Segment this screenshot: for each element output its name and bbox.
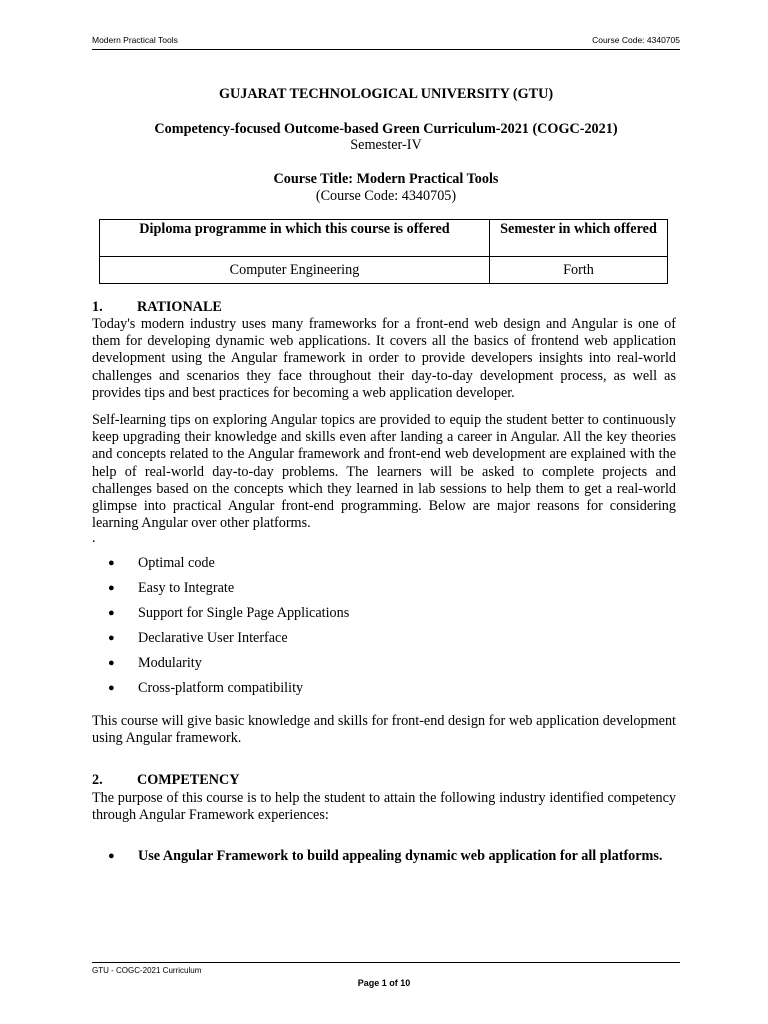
page-header: [92, 35, 680, 50]
list-item: ● Easy to Integrate: [108, 580, 349, 605]
section-number: 1.: [92, 299, 103, 315]
table-header-row: [100, 220, 668, 257]
header-course-name: Modern Practical Tools: [92, 35, 178, 45]
semester-label: Semester-IV: [350, 137, 422, 153]
table-cell-programme: Computer Engineering: [100, 257, 490, 284]
list-item: ● Support for Single Page Applications: [108, 605, 349, 630]
footer-curriculum: GTU - COGC-2021 Curriculum: [92, 966, 202, 975]
list-item: ● Declarative User Interface: [108, 630, 349, 655]
page-number: Page 1 of 10: [357, 978, 411, 988]
curriculum-title: Competency-focused Outcome-based Green Curriculum-2021 (COGC-2021): [154, 121, 618, 137]
table-header-semester: Semester in which offered: [490, 220, 668, 257]
section-number: 2.: [92, 772, 103, 788]
competency-paragraph: The purpose of this course is to help the student to attain the following industry identified competency through Angular Framework experiences:: [92, 790, 676, 824]
rationale-paragraph-3: This course will give basic knowledge and skills for front-end design for web application development using Angular framework.: [92, 713, 676, 747]
section-title: COMPETENCY: [137, 772, 240, 788]
angular-reasons-list: [108, 555, 349, 705]
table-cell-semester: Forth: [490, 257, 668, 284]
university-title: GUJARAT TECHNOLOGICAL UNIVERSITY (GTU): [218, 86, 554, 102]
list-item: ● Modularity: [108, 655, 349, 680]
section-competency-heading: [92, 772, 239, 789]
stray-dot: .: [92, 530, 96, 546]
section-title: RATIONALE: [137, 299, 222, 315]
rationale-paragraph-2: Self-learning tips on exploring Angular topics are provided to equip the student better to continuously keep upgrading their knowledge and skills even after landing a career in Angular. All the key theories and concepts related to the Angular framework and front-end web development are explained with the help of real-world day-to-day problems. The learners will be asked to complete projects and challenges based on the concepts which they learned in lab sessions to help them to get a real-world glimpse into practical Angular front-end programming. Below are major reasons for considering learning Angular over other platforms.: [92, 412, 676, 532]
list-item: ● Optimal code: [108, 555, 349, 580]
course-code: (Course Code: 4340705): [315, 188, 457, 204]
section-rationale-heading: [92, 299, 222, 316]
rationale-paragraph-1: Today's modern industry uses many frameworks for a front-end web design and Angular is one of them for developing dynamic web applications. It covers all the basics of frontend web application development using the Angular framework in order to provide developers insights into real-world challenges and scenarios they face throughout their day-to-day development process, as well as provides tips and best practices for becoming a web application developer.: [92, 316, 676, 401]
course-title: Course Title: Modern Practical Tools: [273, 171, 499, 187]
programme-table: [99, 219, 668, 284]
table-header-programme: Diploma programme in which this course is offered: [100, 220, 490, 257]
competency-bullet: ● Use Angular Framework to build appealing dynamic web application for all platforms.: [108, 845, 676, 868]
page-footer: [92, 962, 680, 975]
header-course-code: Course Code: 4340705: [592, 35, 680, 45]
list-item: ● Cross-platform compatibility: [108, 680, 349, 705]
table-row: [100, 257, 668, 284]
